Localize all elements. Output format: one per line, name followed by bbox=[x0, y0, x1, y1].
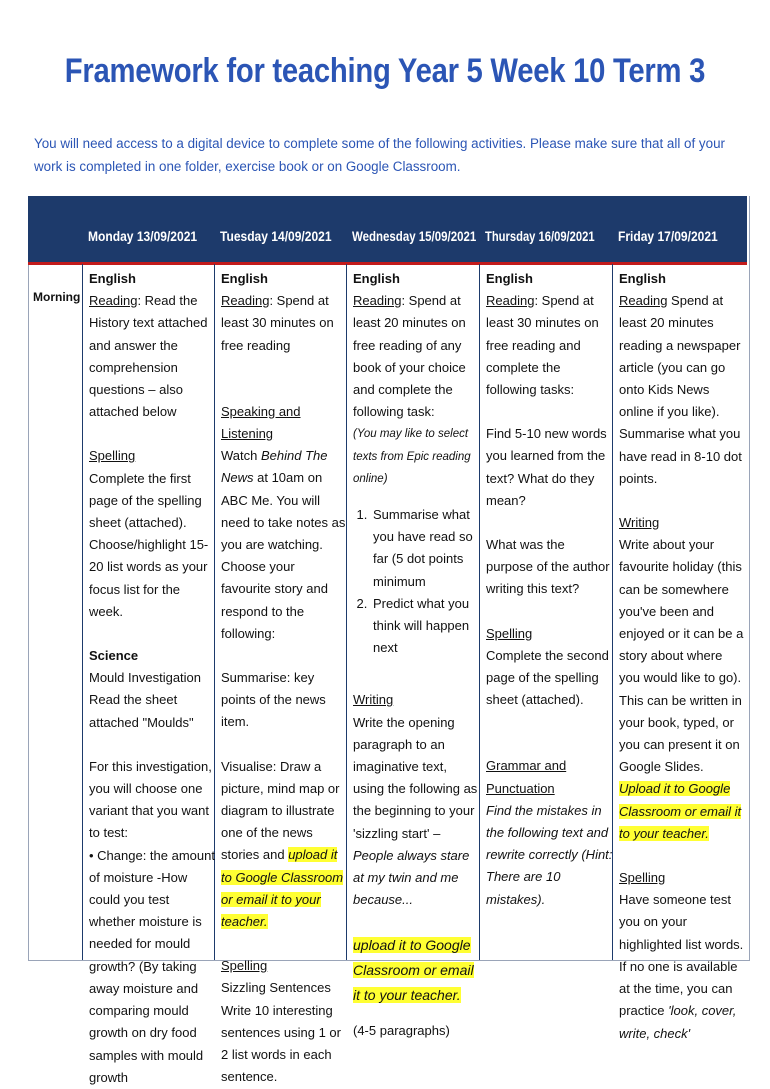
wednesday-paragraphs: (4-5 paragraphs) bbox=[353, 1023, 450, 1039]
monday-reading: Reading: Read the History text attached and answer the comprehension questions – also attached below bbox=[89, 293, 208, 420]
friday-spelling-text: Have someone test you on your highlighted list words. If no one is available at the time, you can practice 'look, cover, write, check' bbox=[619, 892, 744, 1041]
thursday-spelling-label: Spelling bbox=[486, 625, 533, 641]
thursday-subject: English bbox=[486, 271, 533, 286]
tuesday-subject: English bbox=[221, 271, 268, 286]
tuesday-sl-label: Speaking and Listening bbox=[221, 403, 301, 442]
tuesday-column bbox=[221, 268, 347, 1089]
tuesday-spelling-line-1: Sizzling Sentences bbox=[221, 980, 331, 996]
thursday-column bbox=[486, 268, 614, 911]
thursday-find-words: Find 5-10 new words you learned from the text? What do they mean? bbox=[486, 426, 607, 508]
column-divider bbox=[82, 264, 83, 960]
monday-science-line-2: Read the sheet attached "Moulds" bbox=[89, 692, 194, 730]
tuesday-sl-text: Watch Behind The News at 10am on ABC Me. You will need to take notes as you are watching. Choose your favourite story and respond to the following: bbox=[221, 448, 346, 641]
day-thursday: Thursday 16/09/2021 bbox=[485, 228, 595, 244]
wednesday-subject: English bbox=[353, 271, 400, 286]
monday-science-line-1: Mould Investigation bbox=[89, 670, 202, 686]
day-tuesday: Tuesday 14/09/2021 bbox=[220, 228, 332, 244]
friday-reading: Reading Spend at least 20 minutes reading a newspaper article (you can go onto Kids News online if you like). Summarise what you have read in 8-10 dot points. bbox=[619, 293, 742, 486]
tuesday-visualise: Visualise: Draw a picture, mind map or diagram to illustrate one of the news stories and upload it to Google Classroom or email it to your teacher. bbox=[221, 758, 344, 930]
row-label-morning: Morning bbox=[33, 290, 81, 304]
monday-science: Science bbox=[89, 648, 139, 664]
monday-investigation: For this investigation, you will choose one variant that you want to test: bbox=[89, 758, 212, 841]
wednesday-note: (You may like to select texts from Epic reading online) bbox=[353, 428, 471, 485]
day-monday: Monday 13/09/2021 bbox=[88, 228, 198, 244]
wednesday-upload: upload it to Google Classroom or email it to your teacher. bbox=[353, 937, 474, 1004]
wednesday-writing-text: Write the opening paragraph to an imaginative text, using the following as the beginning to your 'sizzling start' – People always stare at my twin and me because... bbox=[353, 714, 478, 908]
thursday-grammar-label: Grammar and Punctuation bbox=[486, 758, 567, 796]
tuesday-spelling-text: Write 10 interesting sentences using 1 or 2 list words in each sentence. bbox=[221, 1002, 341, 1085]
tuesday-summarise: Summarise: key points of the news item. bbox=[221, 670, 326, 730]
thursday-spelling-text: Complete the second page of the spelling sheet (attached). bbox=[486, 647, 609, 708]
thursday-reading: Reading: Spend at least 30 minutes on free reading and complete the following tasks: bbox=[486, 293, 599, 398]
tuesday-upload-highlight: upload it to Google Classroom or email it to your teacher. bbox=[221, 847, 344, 930]
page-title: Framework for teaching Year 5 Week 10 Term 3 bbox=[64, 52, 706, 90]
friday-spelling-label: Spelling bbox=[619, 870, 666, 886]
monday-spelling-text: Complete the first page of the spelling sheet (attached). bbox=[89, 470, 202, 531]
friday-upload: Upload it to Google Classroom or email it to your teacher. bbox=[619, 781, 742, 841]
friday-column bbox=[619, 268, 745, 1045]
friday-subject: English bbox=[619, 271, 666, 286]
wednesday-task-list bbox=[353, 504, 481, 659]
thursday-purpose: What was the purpose of the author writing this text? bbox=[486, 537, 610, 597]
day-friday: Friday 17/09/2021 bbox=[618, 228, 718, 244]
monday-column bbox=[89, 268, 215, 1089]
wednesday-task: 2. Predict what you think will happen next bbox=[371, 593, 481, 660]
tuesday-reading: Reading: Spend at least 30 minutes on free reading bbox=[221, 293, 334, 353]
friday-writing-text: Write about your favourite holiday (this can be somewhere you've been and enjoyed or it can be a story about where you would like to go). This can be written in your book, typed, or you can present it on Google Slides. bbox=[619, 537, 744, 775]
monday-spelling-text-2: Choose/highlight 15-20 list words as your focus list for the week. bbox=[89, 537, 209, 619]
monday-change: • Change: the amount of moisture -How could you test whether moisture is needed for mould growth? (By taking away moisture and comparing mould growth on dry food samples with mould growth bbox=[89, 847, 215, 1085]
wednesday-task: 1. Summarise what you have read so far (5 dot points minimum bbox=[371, 504, 481, 593]
wednesday-writing-label: Writing bbox=[353, 692, 394, 708]
tuesday-spelling-label: Spelling bbox=[221, 958, 268, 974]
monday-subject: English bbox=[89, 271, 136, 286]
monday-spelling-label: Spelling bbox=[89, 448, 136, 464]
friday-writing-label: Writing bbox=[619, 515, 660, 531]
day-wednesday: Wednesday 15/09/2021 bbox=[352, 228, 477, 244]
thursday-grammar-text: Find the mistakes in the following text and rewrite correctly (Hint: There are 10 mistakes). bbox=[486, 802, 613, 907]
wednesday-column bbox=[353, 268, 481, 1043]
intro-text: You will need access to a digital device to complete some of the following activities. Please make sure that all of your work is completed in one folder, exercise book or on Google Classroom. bbox=[34, 136, 725, 174]
wednesday-reading: Reading: Spend at least 20 minutes on free reading of any book of your choice and complete the following task: bbox=[353, 293, 466, 420]
